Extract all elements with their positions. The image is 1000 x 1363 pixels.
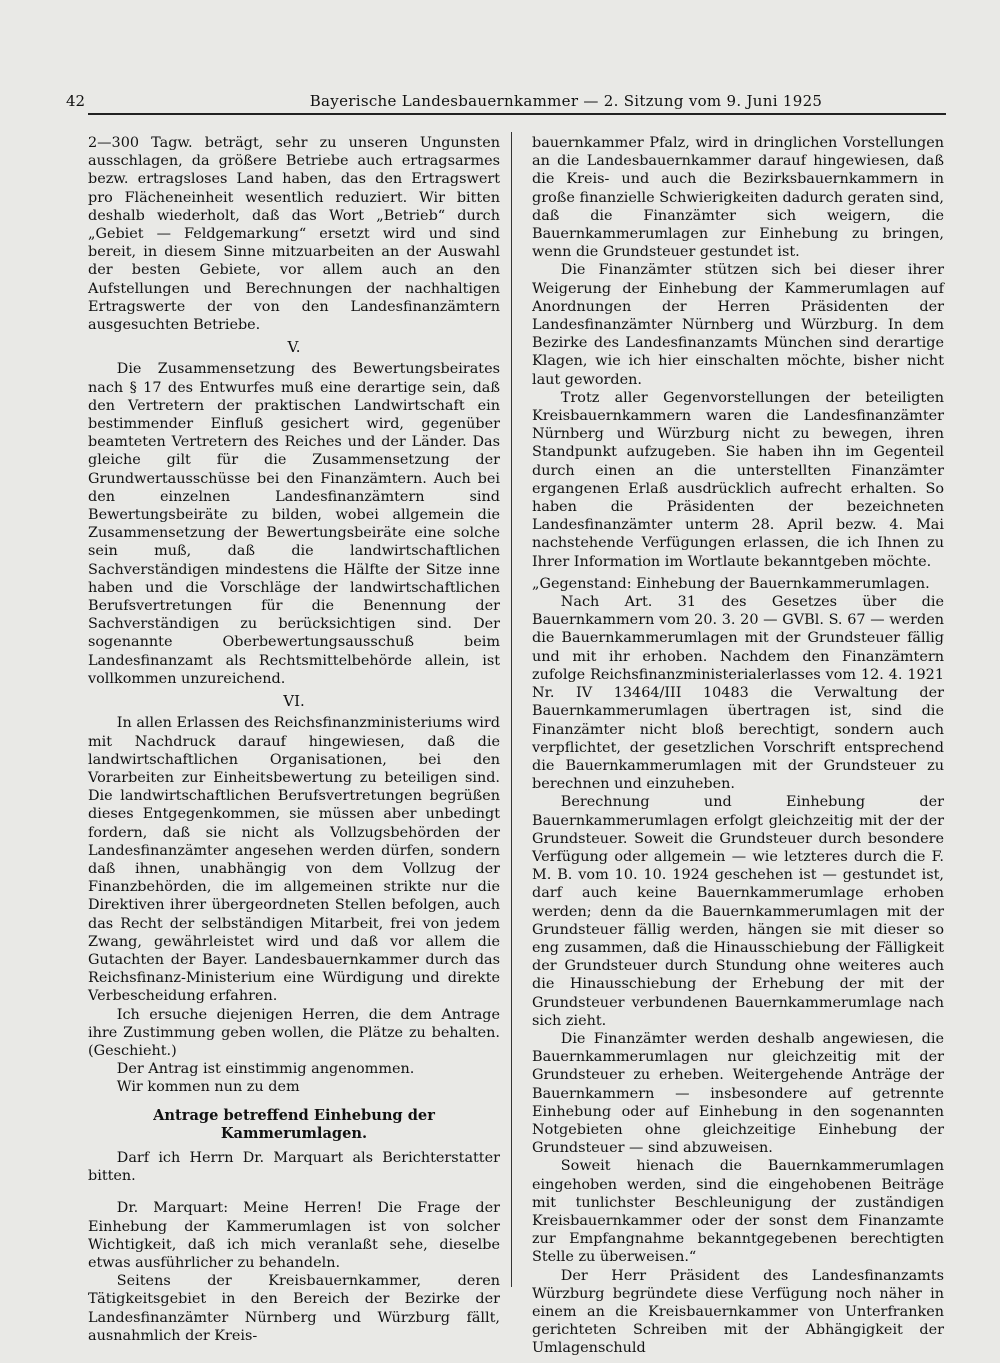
paragraph: 2—300 Tagw. beträgt, sehr zu unseren Ungunsten ausschlagen, da größere Betriebe auch ertragsarmes bezw. ertragsloses Land haben, das den Ertragswert pro Flächeneinheit wesentlich reduziert. Wir bitten deshalb wiederholt, daß das Wort „Betrieb“ durch „Gebiet — Feldgemarkung“ ersetzt wird und sind bereit, in diesem Sinne mitzuarbeiten an der Auswahl der besten Gebiete, vor allem auch an den Aufstellungen und Berechnungen der nachhaltigen Ertragswerte der von den Landesfinanzämtern ausgesuchten Betriebe. [88,135,500,334]
paragraph: Nach Art. 31 des Gesetzes über die Bauernkammern vom 20. 3. 20 — GVBl. S. 67 — werden die Bauernkammerumlagen mit der Grundsteuer fällig und mit ihr erhoben. Nachdem den Finanzämtern zufolge Reichsfinanzministerialerlasses vom 12. 4. 1921 Nr. IV 13464/III 10483 die Verwaltung der Bauernkammerumlagen übertragen ist, sind die Finanzämter nicht bloß berechtigt, sondern auch verpflichtet, der gesetzlichen Vorschrift entsprechend die Bauernkammerumlagen mit der Grundsteuer zu berechnen und einzuheben. [532,594,944,793]
paragraph: Soweit hienach die Bauernkammerumlagen eingehoben werden, sind die eingehobenen Beiträge mit tunlichster Beschleunigung der zuständigen Kreisbauernkammer oder der sonst dem Finanzamte zur Empfangnahme bekanntgegebenen berechtigten Stelle zu überweisen.“ [532,1158,944,1266]
paragraph: Die Finanzämter stützen sich bei dieser ihrer Weigerung der Einhebung der Kammerumlagen auf Anordnungen der Herren Präsidenten der Landesfinanzämter Nürnberg und Würzburg. In dem Bezirke des Landesfinanzamts München sind derartige Klagen, wie ich hier einschalten möchte, bisher nicht laut geworden. [532,262,944,388]
left-column [88,134,500,1345]
paragraph: Berechnung und Einhebung der Bauernkammerumlagen erfolgt gleichzeitig mit der der Grundsteuer. Soweit die Grundsteuer durch besondere Verfügung oder allgemein — wie letzteres durch die F. M. B. vom 10. 10. 1924 geschehen ist — gestundet ist, darf auch keine Bauernkammerumlage erhoben werden; denn da die Bauernkammerumlagen mit der Grundsteuer fällig werden, hängen sie mit dieser so eng zusammen, daß die Hinausschiebung der Fälligkeit der Grundsteuer durch Stundung ohne weiteres auch die Hinausschiebung der Erhebung der mit der Grundsteuer verbundenen Bauernkammerumlage nach sich zieht. [532,794,944,1029]
section-number: VI. [283,692,305,711]
paragraph: Ich ersuche diejenigen Herren, die dem Antrage ihre Zustimmung geben wollen, die Plätze zu behalten. (Geschieht.) [88,1006,500,1059]
paragraph: Die Finanzämter werden deshalb angewiesen, die Bauernkammerumlagen nur gleichzeitig mit der Grundsteuer zu erheben. Weitergehende Anträge der Bauernkammern — insbesondere auf getrennte Einhebung oder auf Einhebung in den sogenannten Notgebieten ohne gleichzeitige Einhebung der Grundsteuer — sind abzuweisen. [532,1030,944,1157]
paragraph: Die Zusammensetzung des Bewertungsbeirates nach § 17 des Entwurfes muß eine derartige sein, daß den Vertretern der praktischen Landwirtschaft ein bestimmender Einfluß gesichert wird, gegenüber beamteten Vertretern des Reiches und der Länder. Das gleiche gilt für die Zusammensetzung der Grundwertausschüsse bei den Finanzämtern. Auch bei den einzelnen Landesfinanzämtern sind Bewertungsbeiräte zu bilden, wobei allgemein die Zusammensetzung der Bewertungsbeiräte eine solche sein muß, daß die landwirtschaftlichen Sachverständigen mindestens die Hälfte der Sitze inne haben und die Vorschläge der landwirtschaftlichen Berufsvertretungen für die Benennung der Sachverständigen zu berücksichtigen sind. Der sogenannte Oberbewertungsausschuß beim Landesfinanzamt als Rechtsmittelbehörde allein, ist vollkommen unzureichend. [88,361,500,687]
paragraph: Seitens der Kreisbauernkammer, deren Tätigkeitsgebiet in den Bereich der Bezirke der Landesfinanzämter Nürnberg und Würzburg fällt, ausnahmlich der Kreis- [88,1273,500,1344]
paragraph: Wir kommen nun zu dem [116,1079,300,1096]
header-rule [88,113,946,115]
paragraph: In allen Erlassen des Reichsfinanzministeriums wird mit Nachdruck darauf hingewiesen, daß die landwirtschaftlichen Organisationen, bei den Vorarbeiten zur Einheitsbewertung zu beteiligen sind. Die landwirtschaftlichen Berufsvertretungen begrüßen dieses Entgegenkommen, sie müssen aber unbedingt fordern, daß sie nicht als Vollzugsbehörden der Landesfinanzämter angesehen werden dürfen, sondern daß ihnen, unabhängig von dem Vollzug der Finanzbehörden, die im allgemeinen strikte nur die Direktiven ihrer übergeordneten Stellen befolgen, auch das Recht der selbständigen Mitarbeit, frei von jedem Zwang, gewährleistet wird und daß vor allem die Gutachten der Bayer. Landesbauernkammer durch das Reichsfinanz-Ministerium eine Würdigung und direkte Verbescheidung erfahren. [88,715,500,1005]
paragraph: Darf ich Herrn Dr. Marquart als Berichterstatter bitten. [88,1149,500,1185]
page-header [66,90,944,114]
running-title: Bayerische Landesbauernkammer — 2. Sitzung vom 9. Juni 1925 [309,92,823,110]
paragraph: Dr. Marquart: Meine Herren! Die Frage der Einhebung der Kammerumlagen ist von solcher Wichtigkeit, daß ich mich veranlaßt sehe, dieselbe etwas ausführlicher zu behandeln. [88,1200,500,1271]
paragraph: Der Antrag ist einstimmig angenommen. [116,1061,415,1078]
right-column [532,134,944,1358]
paragraph: Der Herr Präsident des Landesfinanzamts Würzburg begründete diese Verfügung noch näher in einem an die Kreisbauernkammer von Unterfranken gerichteten Schreiben mit der Abhängigkeit der Umlagenschuld [532,1267,944,1357]
quoted-subject: „Gegenstand: Einhebung der Bauernkammerumlagen. [532,575,930,592]
paragraph: bauernkammer Pfalz, wird in dringlichen Vorstellungen an die Landesbauernkammer darauf hingewiesen, daß die Kreis- und auch die Bezirksbauernkammern in große finanzielle Schwierigkeiten dadurch geraten sind, daß die Finanzämter sich weigern, die Bauernkammerumlagen zur Einhebung zu bringen, wenn die Grundsteuer gestundet ist. [532,135,944,261]
paragraph: Trotz aller Gegenvorstellungen der beteiligten Kreisbauernkammern waren die Landesfinanzämter Nürnberg und Würzburg nicht zu bewegen, ihren Standpunkt aufzugeben. Sie haben ihn im Gegenteil durch einen an die unterstellten Finanzämter ergangenen Erlaß ausdrücklich aufrecht erhalten. So haben die Präsidenten der bezeichneten Landesfinanzämter unterm 28. April bezw. 4. Mai nachstehende Verfügungen erlassen, die ich Ihnen zu Ihrer Information im Wortlaute bekanntgeben möchte. [532,389,944,570]
section-number: V. [287,338,301,357]
spacer [88,1185,500,1199]
section-heading: Antrage betreffend Einhebung der Kammerumlagen. [153,1106,435,1142]
page-number: 42 [66,92,86,110]
column-divider [511,132,512,1287]
